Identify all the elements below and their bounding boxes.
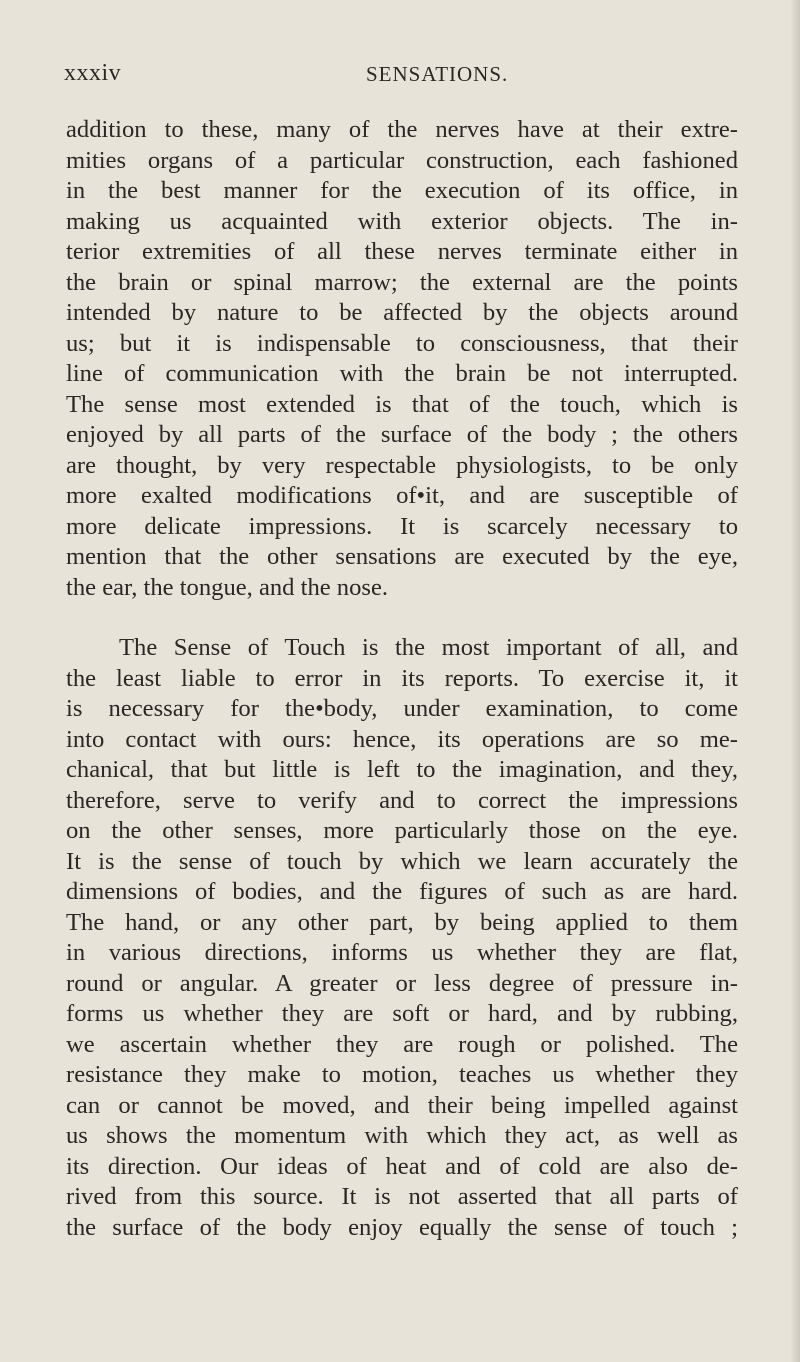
text-line: are thought, by very respectable physiologists, to be only (66, 451, 738, 479)
text-line: the surface of the body enjoy equally the sense of touch ; (66, 1213, 738, 1241)
text-line: in the best manner for the execution of its office, in (66, 177, 738, 204)
text-line: mention that the other sensations are executed by the eye, (66, 543, 738, 570)
text-line: on the other senses, more particularly those on the eye. (66, 817, 738, 844)
paragraph-gap (66, 603, 738, 633)
text-line: forms us whether they are soft or hard, and by rubbing, (66, 1000, 738, 1027)
text-line: we ascertain whether they are rough or polished. The (66, 1030, 738, 1058)
text-line: us shows the momentum with which they act, as well as (66, 1122, 738, 1149)
text-line: It is the sense of touch by which we learn accurately the (66, 847, 738, 875)
text-line: us; but it is indispensable to consciousness, that their (66, 329, 738, 357)
page-number: xxxiv (64, 60, 122, 86)
text-line: The Sense of Touch is the most important of all, and (119, 634, 738, 661)
text-line: in various directions, informs us whether they are flat, (66, 939, 738, 966)
text-line: dimensions of bodies, and the figures of such as are hard. (66, 878, 738, 905)
text-line: The sense most extended is that of the touch, which is (66, 390, 738, 418)
text-line: addition to these, many of the nerves have at their extre- (66, 116, 738, 143)
page-header (64, 60, 744, 94)
text-line: the brain or spinal marrow; the external are the points (66, 268, 738, 296)
text-line: enjoyed by all parts of the surface of the body ; the others (66, 421, 738, 448)
body-text (66, 115, 738, 1243)
running-head: SENSATIONS. (366, 62, 509, 86)
text-line: into contact with ours: hence, its operations are so me- (66, 725, 738, 753)
text-line: mities organs of a particular construction, each fashioned (66, 146, 738, 174)
paragraph-2 (66, 633, 738, 1243)
text-line: the least liable to error in its reports. To exercise it, it (66, 664, 738, 692)
page-edge-shadow (790, 0, 800, 1362)
text-line: intended by nature to be affected by the objects around (66, 299, 738, 326)
text-line: The hand, or any other part, by being applied to them (66, 908, 738, 936)
text-line: resistance they make to motion, teaches us whether they (66, 1061, 738, 1088)
text-line: therefore, serve to verify and to correct the impressions (66, 786, 738, 814)
text-line: round or angular. A greater or less degree of pressure in- (66, 969, 738, 997)
text-line: more delicate impressions. It is scarcely necessary to (66, 512, 738, 540)
text-line: can or cannot be moved, and their being impelled against (66, 1091, 738, 1119)
text-line: its direction. Our ideas of heat and of cold are also de- (66, 1152, 738, 1180)
text-line: rived from this source. It is not asserted that all parts of (66, 1183, 738, 1210)
paragraph-1 (66, 115, 738, 603)
text-line: more exalted modifications of•it, and are susceptible of (66, 482, 738, 509)
text-line: line of communication with the brain be not interrupted. (66, 360, 738, 387)
text-line: chanical, that but little is left to the imagination, and they, (66, 756, 738, 783)
text-line: the ear, the tongue, and the nose. (66, 573, 389, 601)
text-line: is necessary for the•body, under examination, to come (66, 695, 738, 722)
text-line: making us acquainted with exterior objects. The in- (66, 207, 738, 235)
text-line: terior extremities of all these nerves terminate either in (66, 238, 738, 265)
